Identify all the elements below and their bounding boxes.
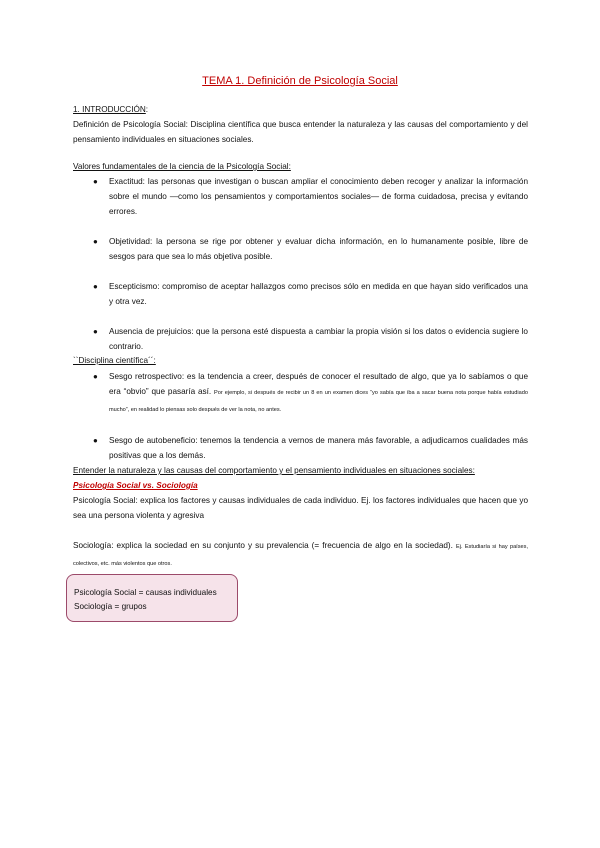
comparison-heading: Entender la naturaleza y las causas del comportamiento y el pensamiento individuales en situaciones sociales: (73, 466, 475, 475)
bullet-icon: ● (93, 327, 98, 336)
list-item-note: Por ejemplo, si después de recibir un 8 en un examen dices “yo sabía que iba a sacar buena nota porque había estudiado mucho”, en realidad lo piensas solo después de ver la nota, no antes. (109, 390, 528, 413)
list-item-text: Sesgo de autobeneficio: tenemos la tendencia a vernos de manera más favorable, a adjudicarnos cualidades más positivas que a los demás. (109, 436, 528, 460)
list-item-text: Ausencia de prejuicios: que la persona esté dispuesta a cambiar la propia visión si los datos o evidencia sugiere lo contrario. (109, 327, 528, 351)
discipline-heading-text: ``Disciplina científica´´: (73, 356, 156, 365)
sociology-note: Ej. Estudiaría si hay países, colectivos, etc. más violentos que otros. (73, 544, 528, 567)
list-item-text: Objetividad: la persona se rige por obtener y evaluar dicha información, en lo humanamente posible, libre de sesgos para que sea lo más objetiva posible. (109, 237, 528, 261)
list-item (93, 433, 528, 463)
list-item-text: Sesgo retrospectivo: es la tendencia a creer, después de conocer el resultado de algo, que ya lo sabíamos o que era “obvio” que pasaría así. (109, 372, 528, 396)
bullet-icon: ● (93, 177, 98, 186)
list-item (93, 174, 528, 219)
comparison-section (73, 463, 528, 572)
bullet-icon: ● (93, 282, 98, 291)
summary-line-2: Sociología = grupos (74, 602, 147, 611)
list-item (93, 234, 528, 264)
sociology-definition: Sociología: explica la sociedad en su conjunto y su prevalencia (= frecuencia de algo en la sociedad). (73, 541, 453, 550)
intro-definition: Definición de Psicología Social: Disciplina científica que busca entender la naturaleza y las causas del comportamiento y del pensamiento individuales en situaciones sociales. (73, 120, 528, 144)
discipline-list (93, 369, 528, 463)
list-item-text: Escepticismo: compromiso de aceptar hallazgos como precisos sólo en medida en que hayan sido verificados una y otra vez. (109, 282, 528, 306)
list-item (93, 279, 528, 309)
values-heading (73, 159, 528, 174)
list-item-text: Exactitud: las personas que investigan o buscan ampliar el conocimiento deben recoger y analizar la información sobre el mundo —como los pensamientos y comportamientos sociales— de forma cuidadosa, precisa y evitando errores. (109, 177, 528, 216)
intro-heading-colon: : (145, 105, 149, 114)
bullet-icon: ● (93, 372, 98, 381)
summary-line-1: Psicología Social = causas individuales (74, 588, 217, 597)
comparison-subtitle: Psicología Social vs. Sociología (73, 481, 198, 490)
page-title: TEMA 1. Definición de Psicología Social (202, 75, 398, 87)
social-psych-definition: Psicología Social: explica los factores y causas individuales de cada individuo. Ej. los factores individuales que hacen que yo sea una persona violenta y agresiva (73, 496, 528, 520)
intro-heading: 1. INTRODUCCIÓN (73, 105, 146, 114)
list-item (93, 324, 528, 354)
sociology-paragraph (73, 538, 528, 572)
list-item (93, 369, 528, 418)
summary-box (66, 574, 238, 622)
values-list (93, 174, 528, 354)
intro-section (73, 102, 528, 147)
discipline-heading (73, 353, 528, 368)
bullet-icon: ● (93, 237, 98, 246)
values-heading-text: Valores fundamentales de la ciencia de la Psicología Social: (73, 162, 291, 171)
bullet-icon: ● (93, 436, 98, 445)
